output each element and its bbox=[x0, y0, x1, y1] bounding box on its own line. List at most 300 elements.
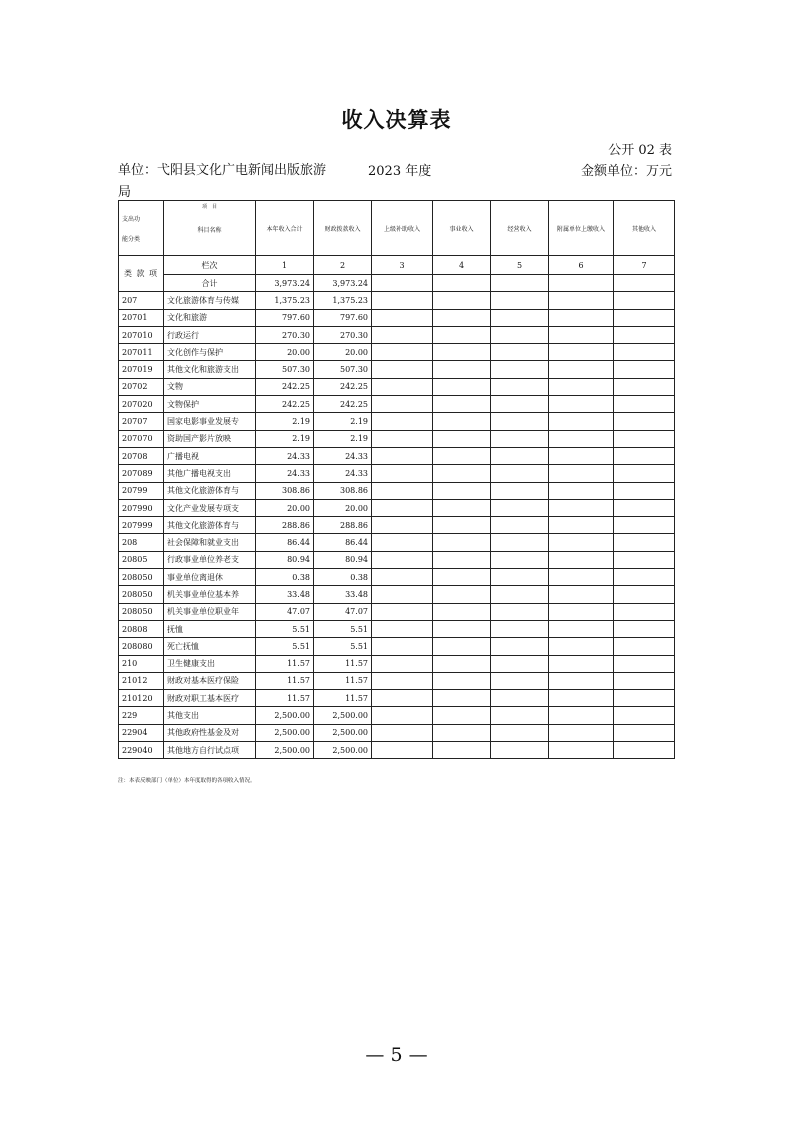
row-code: 210 bbox=[119, 655, 164, 672]
row-c5 bbox=[491, 742, 549, 759]
row-c4 bbox=[433, 482, 491, 499]
row-code: 208080 bbox=[119, 638, 164, 655]
col-number-1: 1 bbox=[256, 256, 314, 275]
col-header-5: 经营收入 bbox=[491, 201, 549, 256]
row-c5 bbox=[491, 326, 549, 343]
row-total-income: 5.51 bbox=[256, 638, 314, 655]
row-total-income: 2,500.00 bbox=[256, 742, 314, 759]
table-row bbox=[119, 655, 675, 672]
row-fiscal-income: 242.25 bbox=[314, 396, 372, 413]
table-row bbox=[119, 724, 675, 741]
row-total-income: 11.57 bbox=[256, 655, 314, 672]
table-row bbox=[119, 690, 675, 707]
row-total-income: 11.57 bbox=[256, 672, 314, 689]
row-c6 bbox=[549, 396, 614, 413]
table-row bbox=[119, 447, 675, 464]
row-c7 bbox=[614, 742, 675, 759]
col-header-4: 事业收入 bbox=[433, 201, 491, 256]
row-c4 bbox=[433, 638, 491, 655]
total-label: 合计 bbox=[164, 275, 256, 292]
row-code: 208050 bbox=[119, 603, 164, 620]
row-c3 bbox=[372, 551, 433, 568]
row-fiscal-income: 11.57 bbox=[314, 655, 372, 672]
income-table bbox=[118, 200, 675, 759]
table-row bbox=[119, 396, 675, 413]
row-c4 bbox=[433, 309, 491, 326]
row-c4 bbox=[433, 344, 491, 361]
row-c4 bbox=[433, 534, 491, 551]
row-c7 bbox=[614, 638, 675, 655]
row-c3 bbox=[372, 690, 433, 707]
row-c6 bbox=[549, 707, 614, 724]
row-c6 bbox=[549, 638, 614, 655]
table-row bbox=[119, 499, 675, 516]
row-code: 20702 bbox=[119, 378, 164, 395]
row-code: 208050 bbox=[119, 586, 164, 603]
row-total-income: 288.86 bbox=[256, 517, 314, 534]
col-number-3: 3 bbox=[372, 256, 433, 275]
row-c3 bbox=[372, 292, 433, 309]
row-code: 229 bbox=[119, 707, 164, 724]
row-code: 207990 bbox=[119, 499, 164, 516]
row-name: 机关事业单位基本养 bbox=[164, 586, 256, 603]
row-c3 bbox=[372, 603, 433, 620]
row-fiscal-income: 80.94 bbox=[314, 551, 372, 568]
row-c7 bbox=[614, 344, 675, 361]
row-fiscal-income: 20.00 bbox=[314, 344, 372, 361]
row-c5 bbox=[491, 430, 549, 447]
total-c6 bbox=[549, 275, 614, 292]
col-number-7: 7 bbox=[614, 256, 675, 275]
row-c6 bbox=[549, 482, 614, 499]
row-c3 bbox=[372, 707, 433, 724]
row-c7 bbox=[614, 413, 675, 430]
row-c3 bbox=[372, 655, 433, 672]
total-row bbox=[119, 275, 675, 292]
row-c5 bbox=[491, 344, 549, 361]
row-total-income: 5.51 bbox=[256, 620, 314, 637]
row-total-income: 20.00 bbox=[256, 344, 314, 361]
row-fiscal-income: 86.44 bbox=[314, 534, 372, 551]
row-c6 bbox=[549, 413, 614, 430]
row-c3 bbox=[372, 638, 433, 655]
row-c3 bbox=[372, 378, 433, 395]
row-c3 bbox=[372, 309, 433, 326]
func-class-line1: 支出功 bbox=[122, 216, 141, 223]
row-total-income: 86.44 bbox=[256, 534, 314, 551]
row-c6 bbox=[549, 690, 614, 707]
row-c7 bbox=[614, 707, 675, 724]
row-fiscal-income: 11.57 bbox=[314, 690, 372, 707]
row-total-income: 2.19 bbox=[256, 413, 314, 430]
row-c4 bbox=[433, 742, 491, 759]
col-header-3: 上级补助收入 bbox=[372, 201, 433, 256]
row-c7 bbox=[614, 482, 675, 499]
table-row bbox=[119, 344, 675, 361]
row-c4 bbox=[433, 586, 491, 603]
row-c4 bbox=[433, 465, 491, 482]
row-code: 20708 bbox=[119, 447, 164, 464]
row-c4 bbox=[433, 551, 491, 568]
row-total-income: 270.30 bbox=[256, 326, 314, 343]
row-c4 bbox=[433, 430, 491, 447]
row-c3 bbox=[372, 742, 433, 759]
row-fiscal-income: 2.19 bbox=[314, 430, 372, 447]
row-c7 bbox=[614, 551, 675, 568]
row-total-income: 797.60 bbox=[256, 309, 314, 326]
row-fiscal-income: 242.25 bbox=[314, 378, 372, 395]
row-code: 208 bbox=[119, 534, 164, 551]
row-total-income: 308.86 bbox=[256, 482, 314, 499]
row-name: 文物 bbox=[164, 378, 256, 395]
row-name: 社会保障和就业支出 bbox=[164, 534, 256, 551]
table-row bbox=[119, 672, 675, 689]
row-name: 财政对基本医疗保险 bbox=[164, 672, 256, 689]
table-row bbox=[119, 413, 675, 430]
row-code: 20799 bbox=[119, 482, 164, 499]
total-c2: 3,973.24 bbox=[314, 275, 372, 292]
row-name: 其他文化旅游体育与 bbox=[164, 517, 256, 534]
col-header-6: 附属单位上缴收入 bbox=[549, 201, 614, 256]
row-code: 21012 bbox=[119, 672, 164, 689]
row-c6 bbox=[549, 551, 614, 568]
col-row-label: 栏次 bbox=[164, 256, 256, 275]
row-total-income: 24.33 bbox=[256, 465, 314, 482]
row-c5 bbox=[491, 655, 549, 672]
row-c4 bbox=[433, 655, 491, 672]
row-code: 210120 bbox=[119, 690, 164, 707]
row-c5 bbox=[491, 309, 549, 326]
row-c6 bbox=[549, 655, 614, 672]
col-number-5: 5 bbox=[491, 256, 549, 275]
row-c5 bbox=[491, 534, 549, 551]
subject-name-header bbox=[164, 201, 256, 256]
row-c7 bbox=[614, 690, 675, 707]
row-total-income: 24.33 bbox=[256, 447, 314, 464]
table-row bbox=[119, 361, 675, 378]
row-name: 其他文化和旅游支出 bbox=[164, 361, 256, 378]
row-name: 文物保护 bbox=[164, 396, 256, 413]
row-c3 bbox=[372, 465, 433, 482]
row-c6 bbox=[549, 447, 614, 464]
row-c7 bbox=[614, 309, 675, 326]
row-c5 bbox=[491, 499, 549, 516]
row-name: 文化产业发展专项支 bbox=[164, 499, 256, 516]
row-fiscal-income: 24.33 bbox=[314, 465, 372, 482]
row-code: 207 bbox=[119, 292, 164, 309]
row-c5 bbox=[491, 707, 549, 724]
project-label: 项 目 bbox=[201, 204, 217, 210]
row-c6 bbox=[549, 430, 614, 447]
row-c7 bbox=[614, 517, 675, 534]
row-code: 20707 bbox=[119, 413, 164, 430]
row-c6 bbox=[549, 569, 614, 586]
row-fiscal-income: 20.00 bbox=[314, 499, 372, 516]
row-fiscal-income: 2,500.00 bbox=[314, 724, 372, 741]
func-class-header bbox=[119, 201, 164, 256]
table-row bbox=[119, 551, 675, 568]
row-fiscal-income: 47.07 bbox=[314, 603, 372, 620]
table-row bbox=[119, 378, 675, 395]
row-c3 bbox=[372, 569, 433, 586]
row-c5 bbox=[491, 413, 549, 430]
row-name: 其他支出 bbox=[164, 707, 256, 724]
row-c4 bbox=[433, 292, 491, 309]
row-fiscal-income: 270.30 bbox=[314, 326, 372, 343]
row-c6 bbox=[549, 517, 614, 534]
table-row bbox=[119, 742, 675, 759]
row-total-income: 2.19 bbox=[256, 430, 314, 447]
row-fiscal-income: 24.33 bbox=[314, 447, 372, 464]
row-total-income: 20.00 bbox=[256, 499, 314, 516]
col-header-1: 本年收入合计 bbox=[256, 201, 314, 256]
row-c7 bbox=[614, 672, 675, 689]
subject-name-label: 科目名称 bbox=[197, 227, 222, 234]
row-fiscal-income: 2,500.00 bbox=[314, 707, 372, 724]
row-c3 bbox=[372, 672, 433, 689]
row-name: 广播电视 bbox=[164, 447, 256, 464]
row-c7 bbox=[614, 292, 675, 309]
row-name: 文化创作与保护 bbox=[164, 344, 256, 361]
row-c4 bbox=[433, 413, 491, 430]
row-code: 207019 bbox=[119, 361, 164, 378]
total-c1: 3,973.24 bbox=[256, 275, 314, 292]
table-row bbox=[119, 430, 675, 447]
row-fiscal-income: 5.51 bbox=[314, 638, 372, 655]
row-name: 行政运行 bbox=[164, 326, 256, 343]
row-c5 bbox=[491, 603, 549, 620]
row-c7 bbox=[614, 326, 675, 343]
row-c6 bbox=[549, 672, 614, 689]
amount-unit: 金额单位：万元 bbox=[580, 164, 672, 179]
row-c6 bbox=[549, 378, 614, 395]
row-c4 bbox=[433, 361, 491, 378]
row-code: 207070 bbox=[119, 430, 164, 447]
row-code: 22904 bbox=[119, 724, 164, 741]
unit-label: 单位：弋阳县文化广电新闻出版旅游局 bbox=[118, 163, 327, 200]
row-total-income: 2,500.00 bbox=[256, 724, 314, 741]
row-c4 bbox=[433, 724, 491, 741]
row-c3 bbox=[372, 724, 433, 741]
data-rows bbox=[119, 292, 675, 759]
row-c5 bbox=[491, 620, 549, 637]
row-c4 bbox=[433, 396, 491, 413]
table-row bbox=[119, 292, 675, 309]
row-c4 bbox=[433, 447, 491, 464]
table-note: 注：本表反映部门（单位）本年度取得的各项收入情况。 bbox=[118, 778, 256, 784]
row-c5 bbox=[491, 690, 549, 707]
row-c4 bbox=[433, 690, 491, 707]
row-name: 其他地方自行试点项 bbox=[164, 742, 256, 759]
row-code: 207011 bbox=[119, 344, 164, 361]
row-total-income: 1,375.23 bbox=[256, 292, 314, 309]
row-c4 bbox=[433, 326, 491, 343]
row-c7 bbox=[614, 499, 675, 516]
page-number: — 5 — bbox=[365, 1044, 428, 1066]
row-fiscal-income: 1,375.23 bbox=[314, 292, 372, 309]
row-c6 bbox=[549, 361, 614, 378]
row-total-income: 507.30 bbox=[256, 361, 314, 378]
row-name: 行政事业单位养老支 bbox=[164, 551, 256, 568]
row-c5 bbox=[491, 517, 549, 534]
table-row bbox=[119, 309, 675, 326]
row-c5 bbox=[491, 292, 549, 309]
row-c6 bbox=[549, 309, 614, 326]
row-code: 20701 bbox=[119, 309, 164, 326]
row-c5 bbox=[491, 482, 549, 499]
table-row bbox=[119, 326, 675, 343]
row-fiscal-income: 308.86 bbox=[314, 482, 372, 499]
row-c4 bbox=[433, 569, 491, 586]
total-c5 bbox=[491, 275, 549, 292]
row-total-income: 0.38 bbox=[256, 569, 314, 586]
row-name: 卫生健康支出 bbox=[164, 655, 256, 672]
row-c7 bbox=[614, 586, 675, 603]
row-code: 20805 bbox=[119, 551, 164, 568]
row-c3 bbox=[372, 534, 433, 551]
row-name: 其他广播电视支出 bbox=[164, 465, 256, 482]
row-c5 bbox=[491, 378, 549, 395]
row-name: 国家电影事业发展专 bbox=[164, 413, 256, 430]
row-c6 bbox=[549, 620, 614, 637]
row-c3 bbox=[372, 413, 433, 430]
row-c7 bbox=[614, 447, 675, 464]
col-header-7: 其他收入 bbox=[614, 201, 675, 256]
row-fiscal-income: 288.86 bbox=[314, 517, 372, 534]
row-c6 bbox=[549, 586, 614, 603]
row-c3 bbox=[372, 447, 433, 464]
row-code: 207999 bbox=[119, 517, 164, 534]
row-c7 bbox=[614, 396, 675, 413]
row-code: 20808 bbox=[119, 620, 164, 637]
row-c6 bbox=[549, 724, 614, 741]
row-c3 bbox=[372, 396, 433, 413]
row-c5 bbox=[491, 465, 549, 482]
row-c4 bbox=[433, 620, 491, 637]
row-c5 bbox=[491, 672, 549, 689]
row-code: 207020 bbox=[119, 396, 164, 413]
table-row bbox=[119, 638, 675, 655]
row-c4 bbox=[433, 517, 491, 534]
row-total-income: 80.94 bbox=[256, 551, 314, 568]
row-c3 bbox=[372, 499, 433, 516]
row-name: 抚恤 bbox=[164, 620, 256, 637]
row-c6 bbox=[549, 742, 614, 759]
row-fiscal-income: 0.38 bbox=[314, 569, 372, 586]
row-total-income: 242.25 bbox=[256, 378, 314, 395]
total-c3 bbox=[372, 275, 433, 292]
row-name: 事业单位离退休 bbox=[164, 569, 256, 586]
row-fiscal-income: 797.60 bbox=[314, 309, 372, 326]
row-c7 bbox=[614, 569, 675, 586]
row-name: 死亡抚恤 bbox=[164, 638, 256, 655]
row-c3 bbox=[372, 361, 433, 378]
col-number-4: 4 bbox=[433, 256, 491, 275]
row-c3 bbox=[372, 482, 433, 499]
table-row bbox=[119, 620, 675, 637]
row-c5 bbox=[491, 569, 549, 586]
row-fiscal-income: 11.57 bbox=[314, 672, 372, 689]
table-row bbox=[119, 465, 675, 482]
row-c6 bbox=[549, 465, 614, 482]
row-c5 bbox=[491, 447, 549, 464]
row-name: 其他政府性基金及对 bbox=[164, 724, 256, 741]
row-c3 bbox=[372, 517, 433, 534]
row-c4 bbox=[433, 499, 491, 516]
row-c7 bbox=[614, 465, 675, 482]
row-c4 bbox=[433, 603, 491, 620]
fiscal-year: 2023 年度 bbox=[368, 164, 432, 179]
row-total-income: 242.25 bbox=[256, 396, 314, 413]
table-row bbox=[119, 534, 675, 551]
header-row bbox=[119, 201, 675, 256]
row-fiscal-income: 507.30 bbox=[314, 361, 372, 378]
row-c7 bbox=[614, 724, 675, 741]
row-c7 bbox=[614, 655, 675, 672]
row-c4 bbox=[433, 378, 491, 395]
row-c7 bbox=[614, 430, 675, 447]
table-row bbox=[119, 586, 675, 603]
row-name: 资助国产影片放映 bbox=[164, 430, 256, 447]
column-number-row bbox=[119, 256, 675, 275]
row-c5 bbox=[491, 361, 549, 378]
col-number-6: 6 bbox=[549, 256, 614, 275]
page-title: 收入决算表 bbox=[341, 108, 452, 132]
row-code: 208050 bbox=[119, 569, 164, 586]
row-total-income: 33.48 bbox=[256, 586, 314, 603]
row-c6 bbox=[549, 344, 614, 361]
func-class-line2: 能分类 bbox=[122, 236, 141, 243]
row-total-income: 2,500.00 bbox=[256, 707, 314, 724]
row-c5 bbox=[491, 638, 549, 655]
table-row bbox=[119, 603, 675, 620]
table-row bbox=[119, 517, 675, 534]
row-fiscal-income: 2,500.00 bbox=[314, 742, 372, 759]
row-c7 bbox=[614, 620, 675, 637]
row-c5 bbox=[491, 724, 549, 741]
row-c3 bbox=[372, 586, 433, 603]
row-c6 bbox=[549, 292, 614, 309]
row-name: 文化旅游体育与传媒 bbox=[164, 292, 256, 309]
row-code: 207010 bbox=[119, 326, 164, 343]
row-total-income: 11.57 bbox=[256, 690, 314, 707]
col-header-2: 财政拨款收入 bbox=[314, 201, 372, 256]
row-c5 bbox=[491, 586, 549, 603]
row-code: 229040 bbox=[119, 742, 164, 759]
row-c3 bbox=[372, 430, 433, 447]
row-c3 bbox=[372, 344, 433, 361]
row-c7 bbox=[614, 361, 675, 378]
row-c5 bbox=[491, 396, 549, 413]
row-c3 bbox=[372, 326, 433, 343]
row-c6 bbox=[549, 326, 614, 343]
row-c4 bbox=[433, 672, 491, 689]
row-name: 机关事业单位职业年 bbox=[164, 603, 256, 620]
row-fiscal-income: 2.19 bbox=[314, 413, 372, 430]
row-c7 bbox=[614, 534, 675, 551]
row-total-income: 47.07 bbox=[256, 603, 314, 620]
row-c6 bbox=[549, 603, 614, 620]
row-c4 bbox=[433, 707, 491, 724]
row-c6 bbox=[549, 534, 614, 551]
row-fiscal-income: 5.51 bbox=[314, 620, 372, 637]
row-c7 bbox=[614, 378, 675, 395]
form-number: 公开 02 表 bbox=[608, 143, 672, 158]
row-name: 其他文化旅游体育与 bbox=[164, 482, 256, 499]
table-row bbox=[119, 569, 675, 586]
table-row bbox=[119, 707, 675, 724]
row-c5 bbox=[491, 551, 549, 568]
